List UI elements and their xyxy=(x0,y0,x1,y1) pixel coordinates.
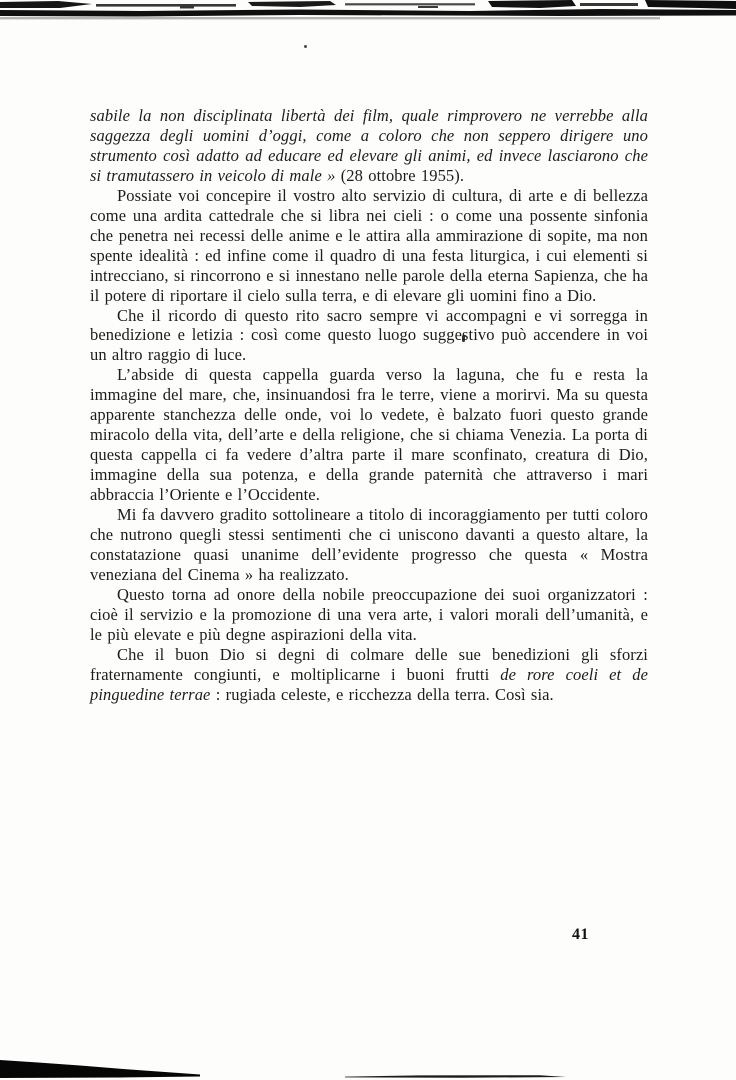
quote-date-reference: (28 ottobre 1955). xyxy=(340,165,465,185)
paragraph xyxy=(90,186,648,306)
quote-italic-text: sabile la non disciplinata libertà dei film, quale rimprovero ne verrebbe alla saggezza degli uomini d’oggi, come a coloro che non seppero dirigere uno strumento così adatto ad educare ed elevare gli animi, ed invece lasciarono che si tramutassero in veicolo di male » xyxy=(90,106,648,185)
paragraph xyxy=(90,585,648,645)
latin-phrase: de rore coeli et de pinguedine terrae xyxy=(90,664,648,704)
scan-bottom-edge-artifact xyxy=(0,1054,736,1080)
paragraph xyxy=(90,505,648,585)
text-block xyxy=(90,106,648,705)
paragraph-text: Che il ricordo di questo rito sacro sempre vi accompagni e vi sorregga in benedizione e letizia : così come questo luogo suggestivo può accendere in voi un altro raggio di luce. xyxy=(90,305,648,365)
paragraph-text: : rugiada celeste, e ricchezza della terra. Così sia. xyxy=(210,684,554,704)
scan-speck xyxy=(304,45,307,48)
paragraph-quote-continuation xyxy=(90,106,648,186)
paragraph-closing-blessing xyxy=(90,645,648,705)
paragraph-text: Che il buon Dio si degni di colmare delle sue benedizioni gli sforzi fraternamente congiunti, e moltiplicarne i buoni frutti xyxy=(90,644,648,684)
paragraph xyxy=(90,306,648,366)
paragraph-text: Possiate voi concepire il vostro alto servizio di cultura, di arte e di bellezza come una ardita cattedrale che si libra nei cieli : o come una possente sinfonia che penetra nei recessi delle anime e le attira alla ammirazione di sopite, ma non spente idealità : ed infine come il quadro di una festa liturgica, i cui elementi si intrecciano, si rincorrono e si innestano nelle parole della eterna Sapienza, che ha il potere di riportare il cielo sulla terra, e di elevare gli uomini fino a Dio. xyxy=(90,185,648,305)
page-number: 41 xyxy=(572,926,589,943)
scan-top-edge-artifact xyxy=(0,0,736,24)
paragraph-text: Mi fa davvero gradito sottolineare a titolo di incoraggiamento per tutti coloro che nutrono quegli stessi sentimenti che ci uniscono davanti a questo altare, la constatazione quasi unanime dell’evidente progresso che questa « Mostra veneziana del Cinema » ha realizzato. xyxy=(90,505,648,584)
paragraph-text: L’abside di questa cappella guarda verso la laguna, che fu e resta la immagine del mare, che, insinuandosi fra le terre, viene a morirvi. Ma su questa apparente stanchezza delle onde, voi lo vedete, è balzato fuori questo grande miracolo della vita, dell’arte e della religione, che si chiama Venezia. La porta di questa cappella ci fa vedere d’altra parte il mare sconfinato, creatura di Dio, immagine della sua potenza, e della grande paternità che attraverso i mari abbraccia l’Oriente e l’Occidente. xyxy=(90,365,648,505)
paragraph-text: Questo torna ad onore della nobile preoccupazione dei suoi organizzatori : cioè il servizio e la promozione di una vera arte, i valori morali dell’umanità, e le più elevate e più degne aspirazioni della vita. xyxy=(90,584,648,644)
paragraph xyxy=(90,365,648,505)
